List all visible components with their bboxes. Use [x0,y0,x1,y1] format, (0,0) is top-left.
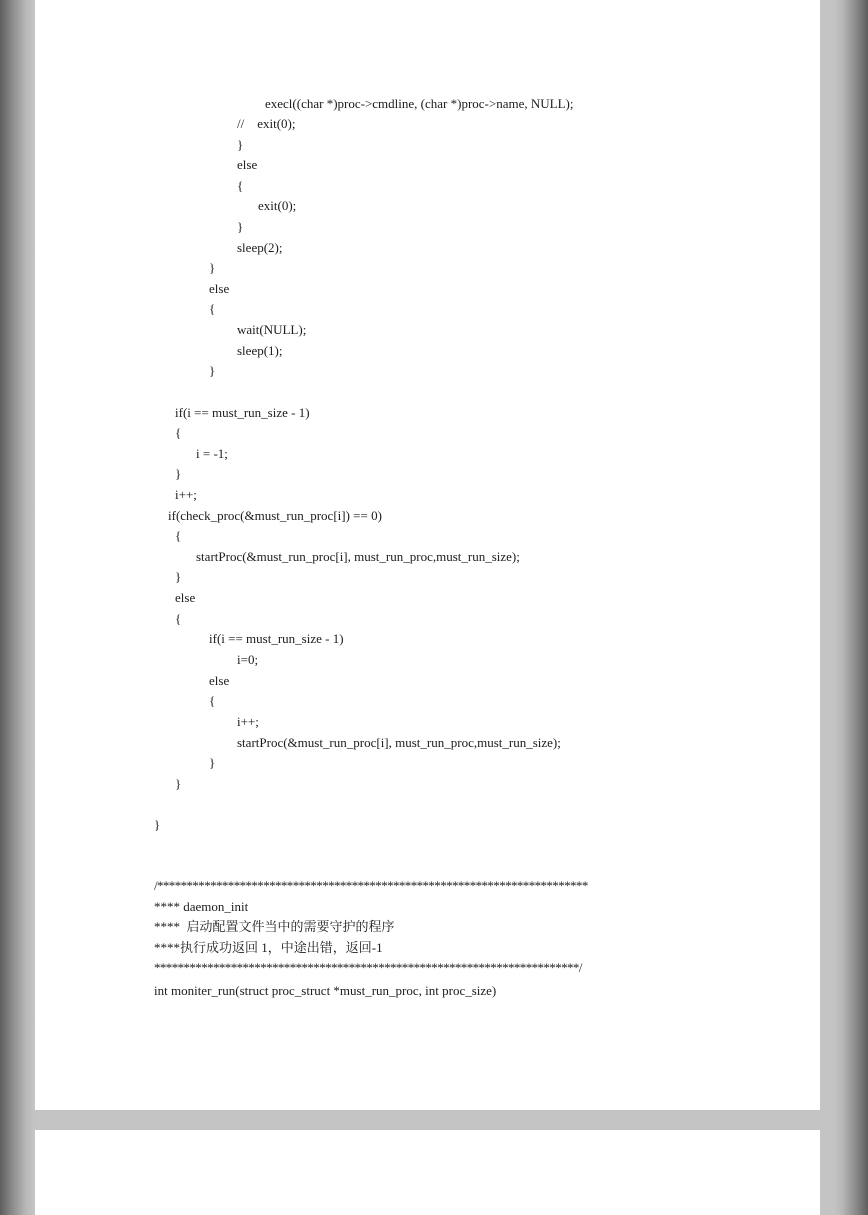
code-line: startProc(&must_run_proc[i], must_run_proc,must_run_size); [196,549,520,564]
code-line: { [175,611,182,626]
code-line: execl((char *)proc->cmdline, (char *)proc->name, NULL); [265,96,574,111]
code-line: sleep(2); [237,240,283,255]
code-line: } [237,137,244,152]
code-line: // exit(0); [237,116,296,131]
comment-close-line: ************************************************************************/ [154,960,582,975]
document-page [35,0,820,1110]
code-line: i++; [175,487,197,502]
code-line: if(check_proc(&must_run_proc[i]) == 0) [168,508,382,523]
comment-name-line: **** daemon_init [154,899,249,914]
code-line: } [209,755,216,770]
comment-open-line: /************************************************************************* [154,878,588,893]
function-signature: int moniter_run(struct proc_struct *must_run_proc, int proc_size) [154,983,497,998]
code-line: i=0; [237,652,259,667]
code-line: } [175,776,182,791]
code-line: startProc(&must_run_proc[i], must_run_proc,must_run_size); [237,735,561,750]
code-line: { [237,178,244,193]
code-line: { [209,693,216,708]
code-line: wait(NULL); [237,322,307,337]
code-line: } [209,260,216,275]
code-line: i++; [237,714,259,729]
code-line: else [209,281,230,296]
code-line: } [209,363,216,378]
code-line: } [175,466,182,481]
code-line: sleep(1); [237,343,283,358]
code-line: { [175,425,182,440]
code-line: { [209,301,216,316]
code-line: } [237,219,244,234]
code-line: if(i == must_run_size - 1) [175,405,310,420]
comment-return-line: ****执行成功返回 1，中途出错，返回-1 [154,940,383,955]
code-line: if(i == must_run_size - 1) [209,631,344,646]
code-line: else [209,673,230,688]
code-line: exit(0); [258,198,297,213]
code-line: } [154,817,161,832]
code-line: } [175,569,182,584]
code-line: else [237,157,258,172]
comment-desc-line: **** 启动配置文件当中的需要守护的程序 [154,919,395,934]
next-document-page [35,1130,820,1215]
code-line: { [175,528,182,543]
code-line: else [175,590,196,605]
code-line: i = -1; [196,446,228,461]
